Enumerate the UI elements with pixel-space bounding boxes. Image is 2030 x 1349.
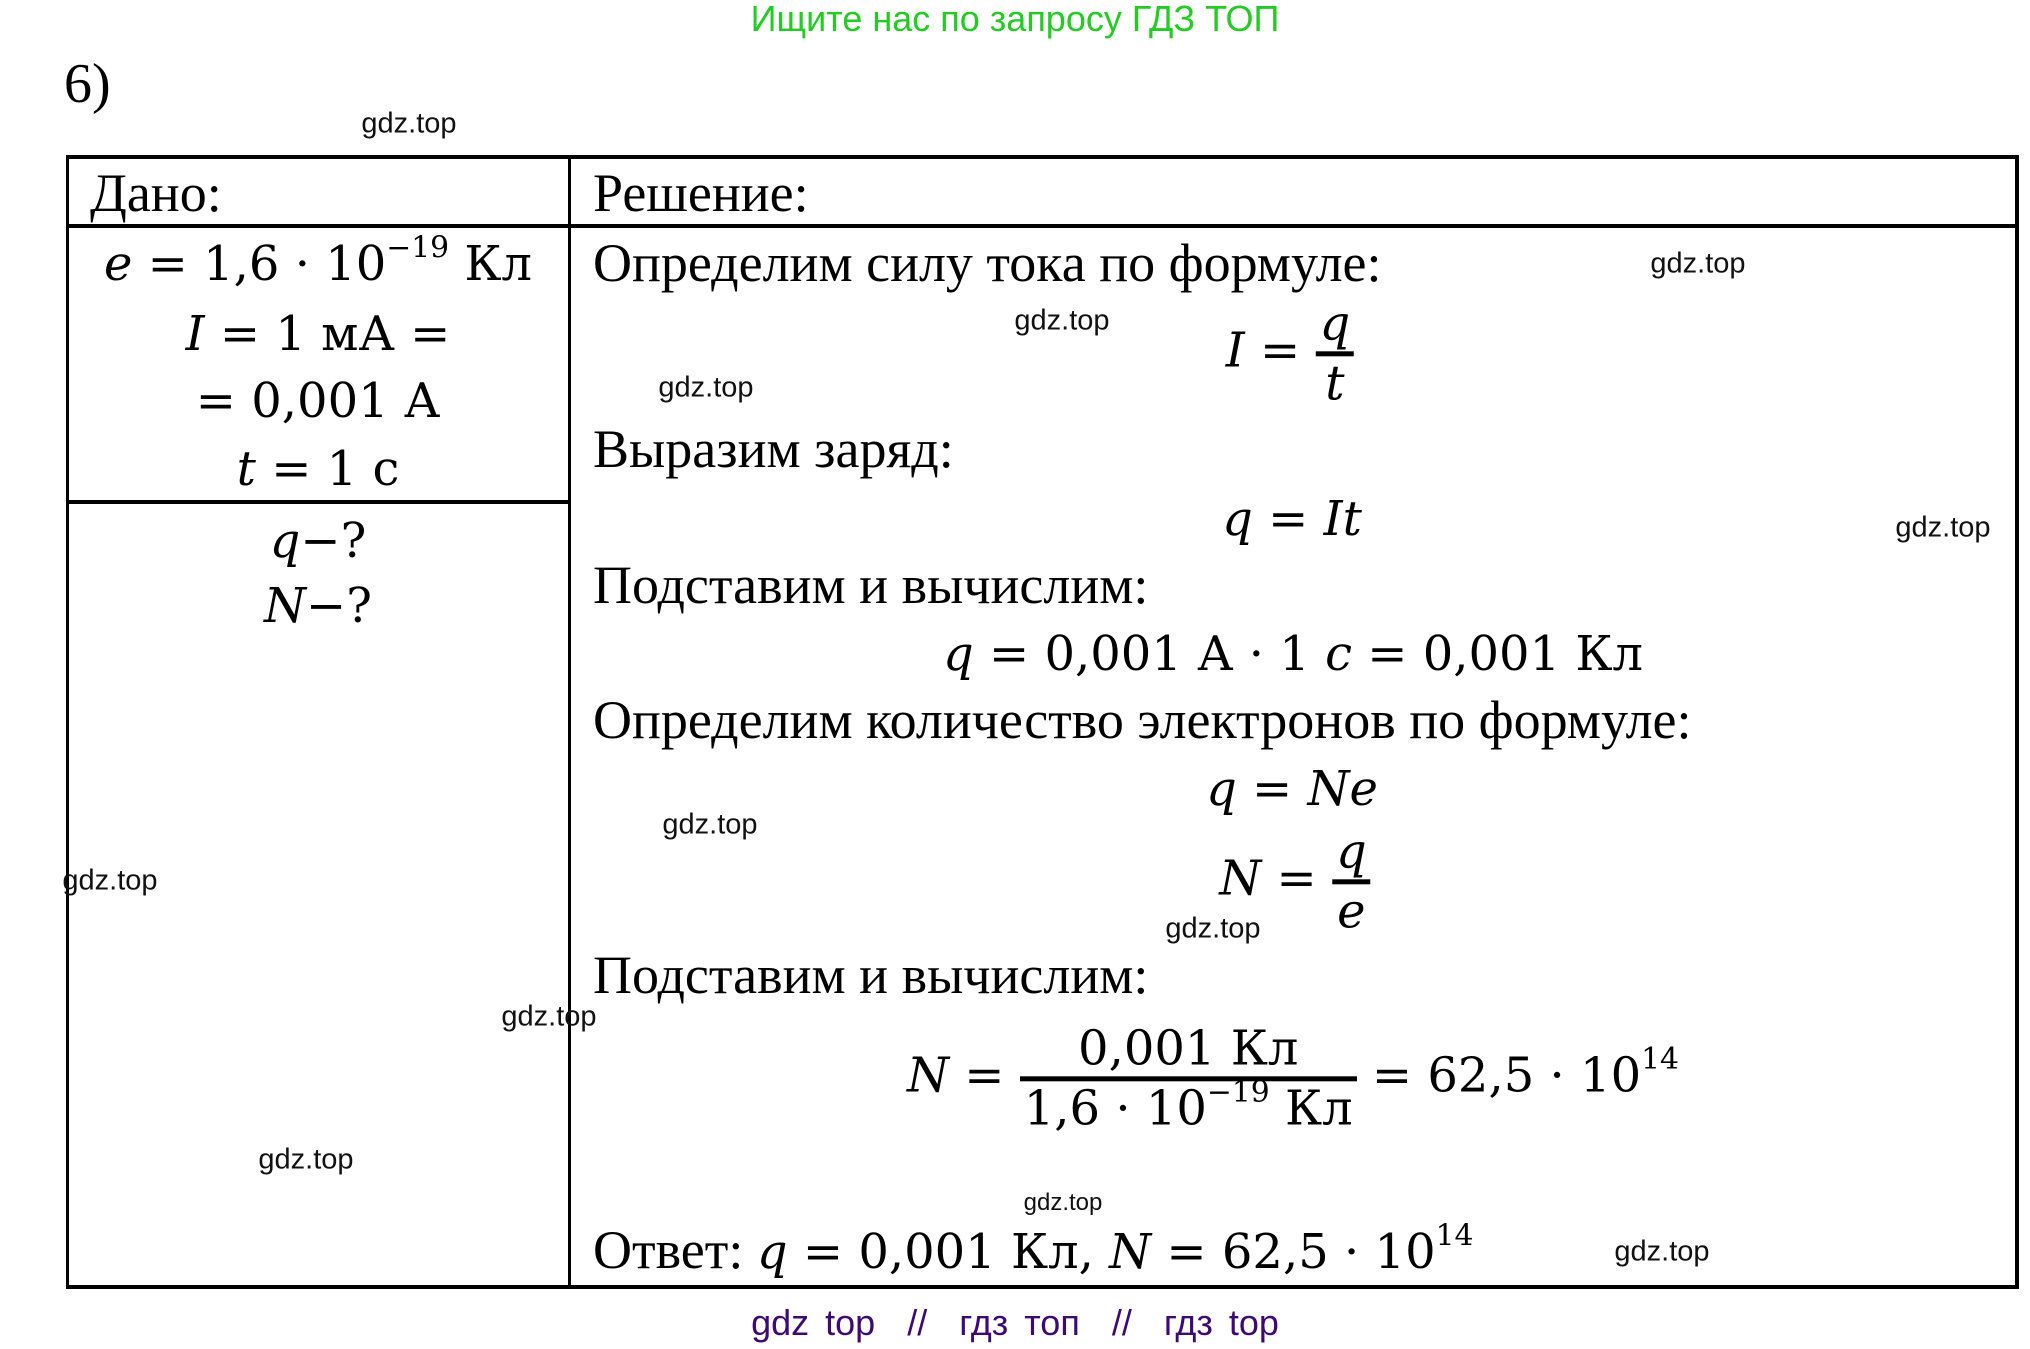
step-current-text: Определим силу тока по формуле:	[593, 233, 1382, 293]
formula-charge-value: q = 0,001 А · 1 c = 0,001 Кл	[943, 626, 1643, 682]
promo-banner: Ищите нас по запросу ГДЗ ТОП	[750, 0, 1280, 39]
find-N: N−?	[264, 578, 372, 634]
watermark: gdz.top	[1014, 304, 1110, 337]
watermark: gdz.top	[1165, 912, 1261, 945]
footer-links: gdz top // гдз топ // гдз top	[751, 1302, 1279, 1343]
watermark: gdz.top	[1895, 511, 1991, 544]
fraction: 0,001 Кл $1,6 \cdot 10^{-19}$ Кл	[1020, 1021, 1357, 1136]
find-q: q−?	[269, 513, 367, 569]
given-header: Дано:	[90, 163, 222, 223]
table-border-header-bottom	[66, 224, 2019, 228]
step-substitute-text-2: Подставим и вычислим:	[593, 945, 1149, 1005]
formula-q-Ne: q = Ne	[1206, 761, 1378, 817]
table-border-top	[66, 155, 2019, 159]
watermark: gdz.top	[1023, 1189, 1103, 1216]
formula-current: I = q t	[1226, 296, 1354, 411]
watermark: gdz.top	[62, 864, 158, 897]
fraction: q t	[1315, 296, 1354, 411]
table-border-bottom	[66, 1285, 2019, 1289]
step-electrons-text: Определим количество электронов по формуле:	[593, 690, 1692, 750]
given-current: I = 1 мА =	[185, 306, 451, 362]
var-I: I	[185, 306, 205, 362]
watermark: gdz.top	[662, 808, 758, 841]
formula-N-value: N = 0,001 Кл $1,6 \cdot 10^{-19}$ Кл = $62,5 \cdot 10^{14}$	[907, 1020, 1679, 1137]
solution-header: Решение:	[593, 163, 809, 223]
var-e: e	[103, 236, 133, 292]
answer-line: Ответ: q = 0,001 Кл, $N = 62,5 \cdot 10^{14}$	[593, 1218, 1474, 1280]
watermark: gdz.top	[1614, 1235, 1710, 1268]
table-border-left	[66, 155, 69, 1289]
given-charge-e: $e = 1,6 \cdot 10^{-19}$ Кл	[103, 230, 533, 292]
var-t: t	[236, 441, 256, 497]
table-column-divider	[568, 155, 571, 1289]
watermark: gdz.top	[361, 107, 457, 140]
task-number: 6)	[64, 53, 111, 115]
formula-N-q-e: N = q e	[1219, 824, 1370, 939]
watermark: gdz.top	[501, 1000, 597, 1033]
fraction: q e	[1332, 824, 1371, 939]
watermark: gdz.top	[658, 371, 754, 404]
step-express-charge-text: Выразим заряд:	[593, 419, 954, 479]
answer-label: Ответ:	[593, 1220, 757, 1280]
given-find-divider	[66, 500, 569, 504]
formula-charge: q = It	[1222, 491, 1362, 547]
given-time: t = 1 с	[236, 441, 400, 497]
watermark: gdz.top	[1650, 247, 1746, 280]
table-border-right	[2015, 155, 2019, 1289]
watermark: gdz.top	[258, 1143, 354, 1176]
given-current-converted: = 0,001 А	[195, 373, 441, 429]
step-substitute-text-1: Подставим и вычислим:	[593, 555, 1149, 615]
